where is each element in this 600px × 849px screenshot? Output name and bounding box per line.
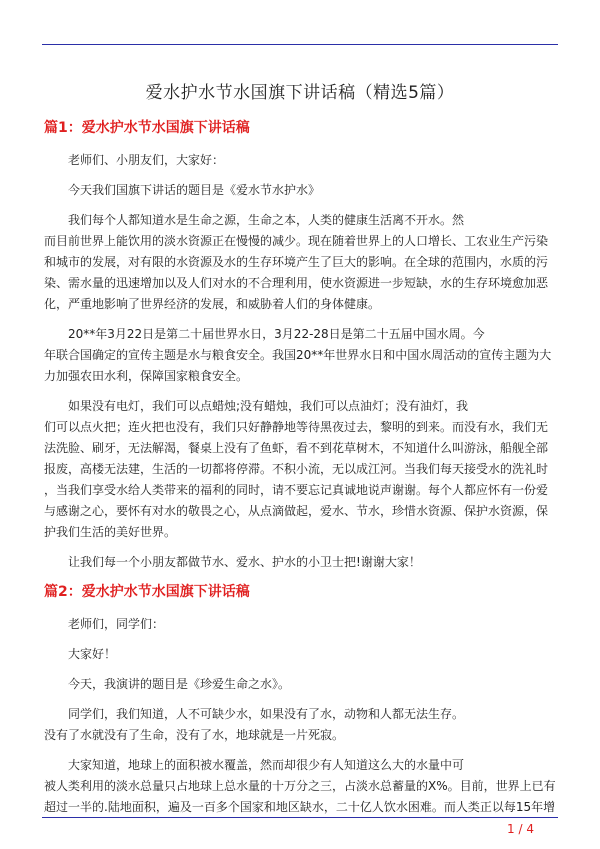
text-line: 同学们，我们知道，人不可缺少水，如果没有了水，动物和人都无法生存。 <box>68 707 465 721</box>
text-line: 没有了水就没有了生命，没有了水，地球就是一片死寂。 <box>44 728 345 742</box>
text-line: 护我们生活的美好世界。 <box>44 525 177 539</box>
text-line: ，当我们享受水给人类带来的福利的同时，请不要忘记真诚地说声谢谢。每个人都应怀有一份爱 <box>44 483 549 497</box>
text-line: 老师们、小朋友们，大家好： <box>68 153 225 167</box>
header-rule <box>42 44 558 45</box>
paragraph <box>44 180 556 201</box>
document-title: 爱水护水节水国旗下讲话稿（精选5篇） <box>145 83 455 103</box>
text-line: 超过一半的.陆地面积，遍及一百多个国家和地区缺水，二十亿人饮水困难。而人类正以每15年增 <box>44 800 556 814</box>
text-line: 20**年3月22日是第二十届世界水日，3月22-28日是第二十五届中国水周。今 <box>68 327 485 341</box>
section-heading: 篇2：爱水护水节水国旗下讲话稿 <box>44 584 250 600</box>
text-line: 老师们，同学们： <box>68 617 165 631</box>
section-2 <box>44 582 556 818</box>
text-line: 我们每个人都知道水是生命之源，生命之本，人类的健康生活离不开水。然 <box>68 213 465 227</box>
text-line: 们可以点火把；连火把也没有，我们只好静静地等待黑夜过去，黎明的到来。而没有水，我们无 <box>44 420 549 434</box>
text-line: 染、需水量的迅速增加以及人们对水的不合理利用，使水资源进一步短缺，水的生存环境愈加恶 <box>44 276 549 290</box>
paragraph <box>44 552 556 573</box>
paragraph <box>44 210 556 315</box>
text-line: 与感谢之心，要怀有对水的敬畏之心，从点滴做起，爱水、节水，珍惜水资源、保护水资源，保 <box>44 504 549 518</box>
paragraph <box>44 396 556 543</box>
paragraph <box>44 614 556 635</box>
text-line: 化，严重地影响了世界经济的发展，和威胁着人们的身体健康。 <box>44 297 381 311</box>
text-line: 法洗脸、刷牙，无法解渴，餐桌上没有了鱼虾，看不到花草树木，不知道什么叫游泳，船舰全部 <box>44 441 549 455</box>
text-line: 年联合国确定的宣传主题是水与粮食安全。我国20**年世界水日和中国水周活动的宣传主题为大 <box>44 348 552 362</box>
text-line: 今天，我演讲的题目是《珍爱生命之水》。 <box>68 677 291 691</box>
text-line: 被人类利用的淡水总量只占地球上总水量的十万分之三，占淡水总蓄量的X%。目前，世界上已有 <box>44 779 556 793</box>
paragraph <box>44 644 556 665</box>
paragraph <box>44 324 556 387</box>
paragraph <box>44 704 556 746</box>
paragraph <box>44 674 556 695</box>
footer-rule <box>42 817 558 818</box>
paragraph <box>44 755 556 818</box>
paragraph <box>44 150 556 171</box>
text-line: 大家好！ <box>68 647 117 661</box>
section-1 <box>44 118 556 573</box>
page-indicator: 1 / 4 <box>507 822 534 836</box>
text-line: 让我们每一个小朋友都做节水、爱水、护水的小卫士把!谢谢大家！ <box>68 555 421 569</box>
document-body <box>44 118 556 827</box>
text-line: 今天我们国旗下讲话的题目是《爱水节水护水》 <box>68 183 321 197</box>
text-line: 和城市的发展，对有限的水资源及水的生存环境产生了巨大的影响。在全球的范围内，水质的污 <box>44 255 549 269</box>
text-line: 报废，高楼无法建，生活的一切都将停滞。不积小流，无以成江河。当我们每天接受水的洗礼时 <box>44 462 549 476</box>
text-line: 大家知道，地球上的面积被水覆盖，然而却很少有人知道这么大的水量中可 <box>68 758 465 772</box>
section-heading: 篇1：爱水护水节水国旗下讲话稿 <box>44 120 250 136</box>
text-line: 力加强农田水利，保障国家粮食安全。 <box>44 369 249 383</box>
text-line: 而目前世界上能饮用的淡水资源正在慢慢的减少。现在随着世界上的人口增长、工农业生产污染 <box>44 234 549 248</box>
text-line: 如果没有电灯，我们可以点蜡烛;没有蜡烛，我们可以点油灯；没有油灯，我 <box>68 399 469 413</box>
